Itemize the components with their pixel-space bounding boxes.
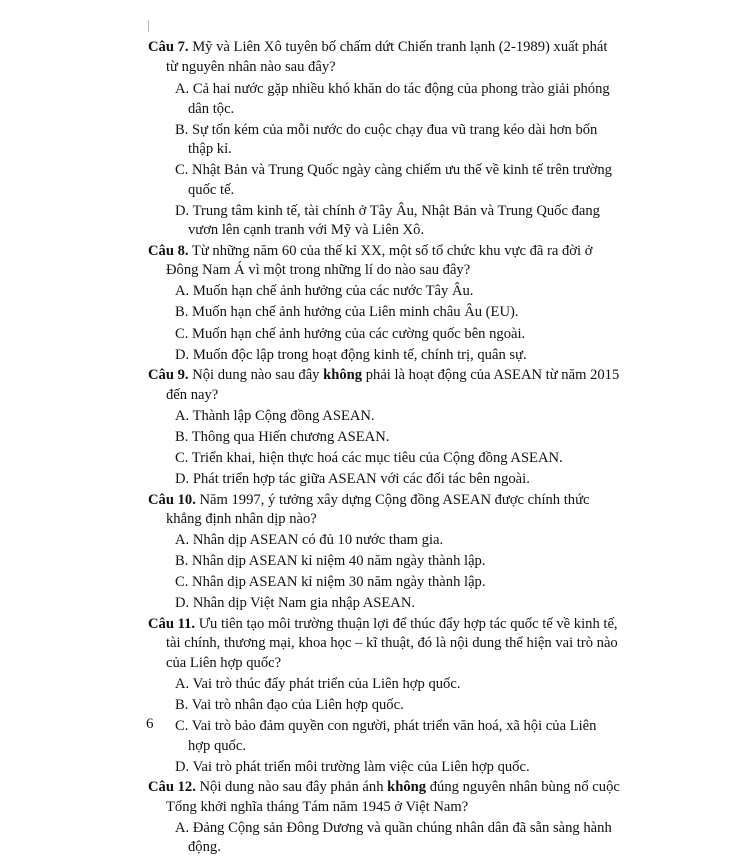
option-d: D. Nhân dịp Việt Nam gia nhập ASEAN. bbox=[175, 595, 416, 612]
stem-text: Ưu tiên tạo môi trường thuận lợi để thúc đẩy hợp tác quốc tế về kinh tế, tài chính, thương mại, khoa học – kĩ thuật, đó là nội dung thể hiện vai trò nào của Liên hợp quốc? bbox=[166, 615, 618, 671]
stem-text-end: đúng nguyên nhân bùng nổ cuộc Tổng khởi nghĩa tháng Tám năm 1945 ở Việt Nam? bbox=[166, 779, 620, 815]
option-b: B. Sự tốn kém của mỗi nước do cuộc chạy đua vũ trang kéo dài hơn bốn thập kỉ. bbox=[175, 121, 598, 158]
question-10 bbox=[148, 491, 620, 614]
option-a: A. Thành lập Cộng đồng ASEAN. bbox=[175, 407, 375, 424]
option-d: D. Muốn độc lập trong hoạt động kinh tế, chính trị, quân sự. bbox=[175, 346, 527, 363]
stem-emphasis: không bbox=[323, 367, 363, 384]
question-12 bbox=[148, 778, 620, 858]
question-9 bbox=[148, 366, 620, 489]
question-7 bbox=[148, 38, 620, 241]
question-stem bbox=[148, 778, 620, 817]
question-number: Câu 8. bbox=[148, 242, 189, 259]
question-number: Câu 10. bbox=[148, 491, 196, 508]
question-number: Câu 12. bbox=[148, 779, 196, 796]
stem-text-end: phải là hoạt động của ASEAN từ năm 2015 đến nay? bbox=[166, 367, 620, 403]
option-a: A. Đảng Cộng sản Đông Dương và quần chúng nhân dân đã sẵn sàng hành động. bbox=[175, 819, 612, 856]
option-b: B. Nhân dịp ASEAN kỉ niệm 40 năm ngày thành lập. bbox=[175, 553, 486, 570]
question-stem bbox=[148, 491, 620, 530]
question-number: Câu 9. bbox=[148, 367, 189, 384]
stem-text: Nội dung nào sau đây bbox=[188, 367, 324, 384]
stem-emphasis: không bbox=[387, 779, 427, 796]
stem-text: Mỹ và Liên Xô tuyên bố chấm dứt Chiến tranh lạnh (2-1989) xuất phát từ nguyên nhân nào sau đây? bbox=[166, 39, 608, 75]
stem-text: Từ những năm 60 của thế kỉ XX, một số tổ chức khu vực đã ra đời ở Đông Nam Á vì một trong những lí do nào sau đây? bbox=[166, 242, 593, 279]
question-11 bbox=[148, 615, 620, 777]
option-b: B. Muốn hạn chế ảnh hưởng của Liên minh châu Âu (EU). bbox=[175, 304, 519, 321]
page-number: 6 bbox=[146, 716, 154, 732]
option-a: A. Nhân dịp ASEAN có đủ 10 nước tham gia. bbox=[175, 532, 444, 549]
stem-text: Nội dung nào sau đây phản ánh bbox=[195, 779, 388, 796]
question-stem bbox=[148, 366, 620, 405]
question-list bbox=[148, 38, 620, 859]
option-c: C. Muốn hạn chế ảnh hưởng của các cường quốc bên ngoài. bbox=[175, 325, 526, 342]
option-a: A. Muốn hạn chế ảnh hưởng của các nước Tây Âu. bbox=[175, 283, 474, 300]
question-number: Câu 11. bbox=[148, 615, 196, 632]
scan-mark bbox=[148, 20, 149, 32]
option-d: D. Trung tâm kinh tế, tài chính ở Tây Âu, Nhật Bản và Trung Quốc đang vươn lên cạnh tranh với Mỹ và Liên Xô. bbox=[175, 202, 600, 239]
option-c: C. Vai trò bảo đảm quyền con người, phát triển văn hoá, xã hội của Liên hợp quốc. bbox=[175, 718, 597, 754]
question-stem bbox=[148, 615, 620, 674]
question-stem bbox=[148, 242, 620, 281]
option-b: B. Vai trò nhân đạo của Liên hợp quốc. bbox=[175, 697, 404, 714]
stem-text: Năm 1997, ý tưởng xây dựng Cộng đồng ASEAN được chính thức khẳng định nhân dịp nào? bbox=[166, 491, 590, 528]
option-b: B. Thông qua Hiến chương ASEAN. bbox=[175, 428, 390, 445]
option-c: C. Triển khai, hiện thực hoá các mục tiêu của Cộng đồng ASEAN. bbox=[175, 449, 563, 466]
option-a: A. Cả hai nước gặp nhiều khó khăn do tác động của phong trào giải phóng dân tộc. bbox=[175, 81, 610, 117]
option-a: A. Vai trò thúc đẩy phát triển của Liên hợp quốc. bbox=[175, 676, 461, 692]
option-d: D. Vai trò phát triển môi trường làm việc của Liên hợp quốc. bbox=[175, 758, 530, 775]
question-stem bbox=[148, 38, 620, 77]
option-d: D. Phát triển hợp tác giữa ASEAN với các đối tác bên ngoài. bbox=[175, 471, 530, 488]
question-8 bbox=[148, 242, 620, 365]
option-c: C. Nhân dịp ASEAN kỉ niệm 30 năm ngày thành lập. bbox=[175, 574, 486, 591]
option-c: C. Nhật Bản và Trung Quốc ngày càng chiếm ưu thế về kinh tế trên trường quốc tế. bbox=[175, 162, 612, 198]
question-number: Câu 7. bbox=[148, 39, 189, 55]
